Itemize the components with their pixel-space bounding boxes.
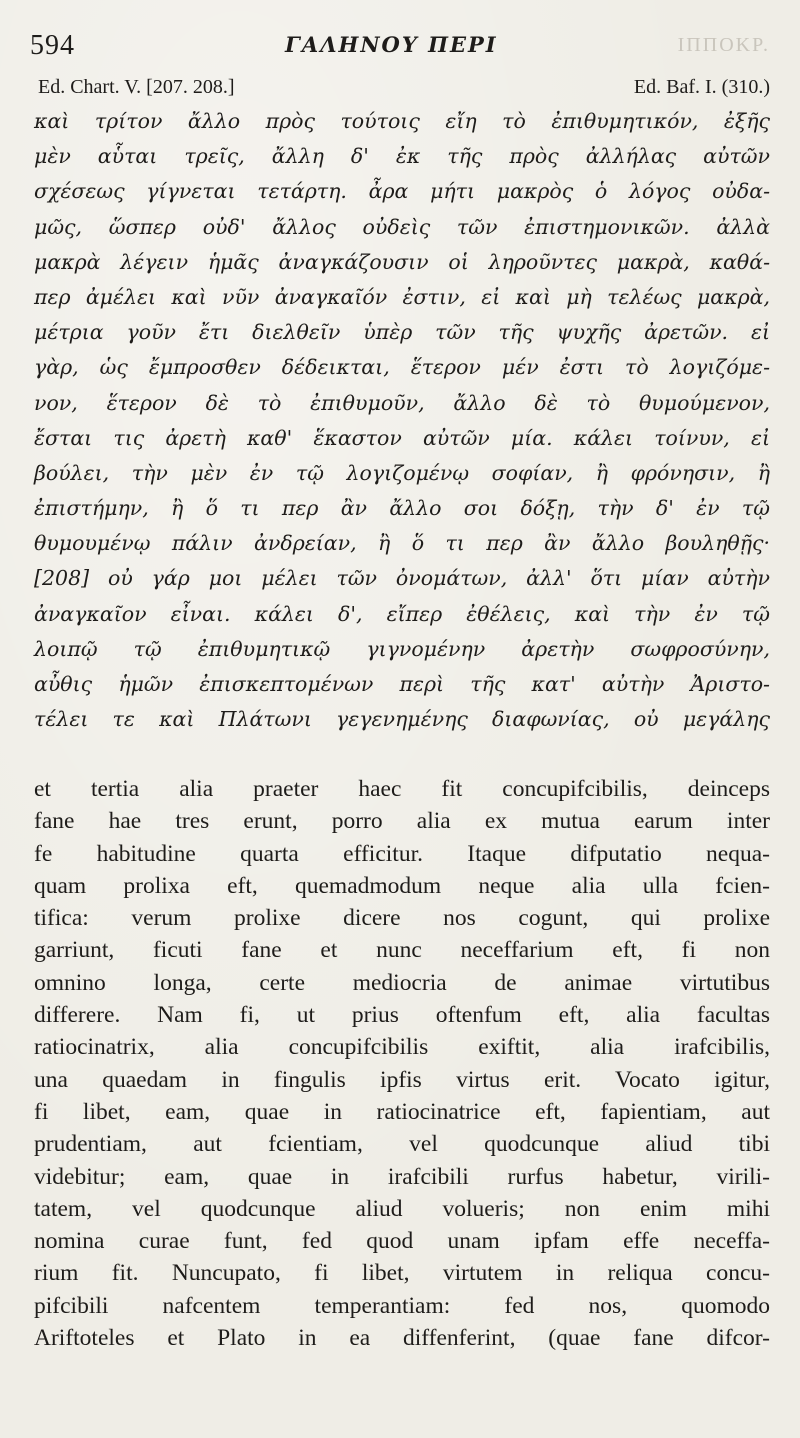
latin-line: prudentiam, aut fcientiam, vel quodcunque aliud tibi [34, 1131, 770, 1158]
greek-line: ἔσται τις ἀρετὴ καθ' ἕκαστον αὐτῶν μία. κάλει τοίνυν, εἰ [34, 425, 770, 450]
greek-line: μὲν αὗται τρεῖς, ἄλλη δ' ἐκ τῆς πρὸς ἀλλήλας αὐτῶν [34, 144, 770, 169]
greek-line: μακρὰ λέγειν ἡμᾶς ἀναγκάζουσιν οἱ ληροῦντες μακρὰ, καθά- [34, 249, 770, 274]
greek-line: νον, ἕτερον δὲ τὸ ἐπιθυμοῦν, ἄλλο δὲ τὸ θυμούμενον, [34, 390, 770, 415]
edition-basel: Ed. Baf. I. (310.) [633, 76, 770, 98]
latin-text-block [34, 773, 770, 1354]
latin-line: una quaedam in fingulis ipfis virtus erit. Vocato igitur, [34, 1066, 770, 1093]
latin-line: omnino longa, certe mediocria de animae virtutibus [34, 969, 770, 996]
latin-line: ratiocinatrix, alia concupifcibilis exiftit, alia irafcibilis, [34, 1034, 770, 1061]
latin-line: garriunt, ficuti fane et nunc neceffarium eft, fi non [34, 937, 770, 964]
running-head [30, 28, 770, 62]
latin-line: pifcibili nafcentem temperantiam: fed nos, quomodo [34, 1292, 770, 1319]
page-number: 594 [30, 30, 75, 61]
greek-line: λοιπῷ τῷ ἐπιθυμητικῷ γιγνομένην ἀρετὴν σωφροσύνην, [34, 636, 770, 661]
greek-line: μέτρια γοῦν ἔτι διελθεῖν ὑπὲρ τῶν τῆς ψυχῆς ἀρετῶν. εἰ [34, 320, 770, 345]
greek-line: ἀναγκαῖον εἶναι. κάλει δ', εἴπερ ἐθέλεις, καὶ τὴν ἐν τῷ [34, 601, 770, 626]
edition-references [38, 76, 770, 102]
greek-line: [208] οὐ γάρ μοι μέλει τῶν ὀνομάτων, ἀλλ' ὅτι μίαν αὐτὴν [34, 566, 770, 591]
greek-line: περ ἀμέλει καὶ νῦν ἀναγκαῖόν ἐστιν, εἰ καὶ μὴ τελέως μακρὰ, [34, 284, 770, 309]
greek-line: ἐπιστήμην, ἢ ὅ τι περ ἂν ἄλλο σοι δόξῃ, τὴν δ' ἐν τῷ [34, 496, 770, 521]
bleed-through-text: ΙΠΠΟΚΡ. [677, 34, 770, 56]
greek-line: γὰρ, ὡς ἔμπροσθεν δέδεικται, ἕτερον μέν ἐστι τὸ λογιζόμε- [34, 355, 770, 380]
latin-line: fe habitudine quarta efficitur. Itaque difputatio nequa- [34, 840, 770, 867]
latin-line: nomina curae funt, fed quod unam ipfam effe neceffa- [34, 1228, 770, 1255]
latin-line: tatem, vel quodcunque aliud volueris; non enim mihi [34, 1195, 770, 1222]
greek-line: τέλει τε καὶ Πλάτωνι γεγενημένης διαφωνίας, οὐ μεγάλης [34, 707, 770, 732]
greek-line: αὖθις ἡμῶν ἐπισκεπτομένων περὶ τῆς κατ' αὐτὴν Ἀριστο- [34, 672, 770, 696]
latin-line: tifica: verum prolixe dicere nos cogunt, qui prolixe [34, 905, 770, 932]
greek-line: σχέσεως γίγνεται τετάρτη. ἆρα μήτι μακρὸς ὁ λόγος οὐδα- [34, 179, 770, 204]
latin-line: quam prolixa eft, quemadmodum neque alia ulla fcien- [34, 872, 770, 899]
latin-line: differere. Nam fi, ut prius oftenfum eft, alia facultas [34, 1002, 770, 1029]
latin-line: fi libet, eam, quae in ratiocinatrice eft, fapientiam, aut [34, 1098, 770, 1125]
greek-text-block [34, 104, 770, 737]
greek-line: θυμουμένῳ πάλιν ἀνδρείαν, ἢ ὅ τι περ ἂν ἄλλο βουληθῇς· [34, 531, 770, 556]
latin-line: videbitur; eam, quae in irafcibili rurfus habetur, virili- [34, 1163, 770, 1190]
greek-line: βούλει, τὴν μὲν ἐν τῷ λογιζομένῳ σοφίαν, ἢ φρόνησιν, ἢ [34, 460, 770, 485]
latin-line: Ariftoteles et Plato in ea diffenferint, (quae fane difcor- [34, 1325, 770, 1352]
greek-line: μῶς, ὥσπερ οὐδ' ἄλλος οὐδεὶς τῶν ἐπιστημονικῶν. ἀλλὰ [34, 214, 770, 239]
latin-line: fane hae tres erunt, porro alia ex mutua earum inter [34, 808, 770, 835]
latin-line: et tertia alia praeter haec fit concupifcibilis, deinceps [34, 776, 770, 802]
edition-chartier: Ed. Chart. V. [207. 208.] [38, 76, 235, 98]
greek-line: καὶ τρίτον ἄλλο πρὸς τούτοις εἴη τὸ ἐπιθυμητικόν, ἐξῆς [34, 109, 770, 133]
latin-line: rium fit. Nuncupato, fi libet, virtutem in reliqua concu- [34, 1260, 770, 1287]
running-title: ΓΑΛΗΝΟΥ ΠΕΡΙ [285, 32, 498, 57]
